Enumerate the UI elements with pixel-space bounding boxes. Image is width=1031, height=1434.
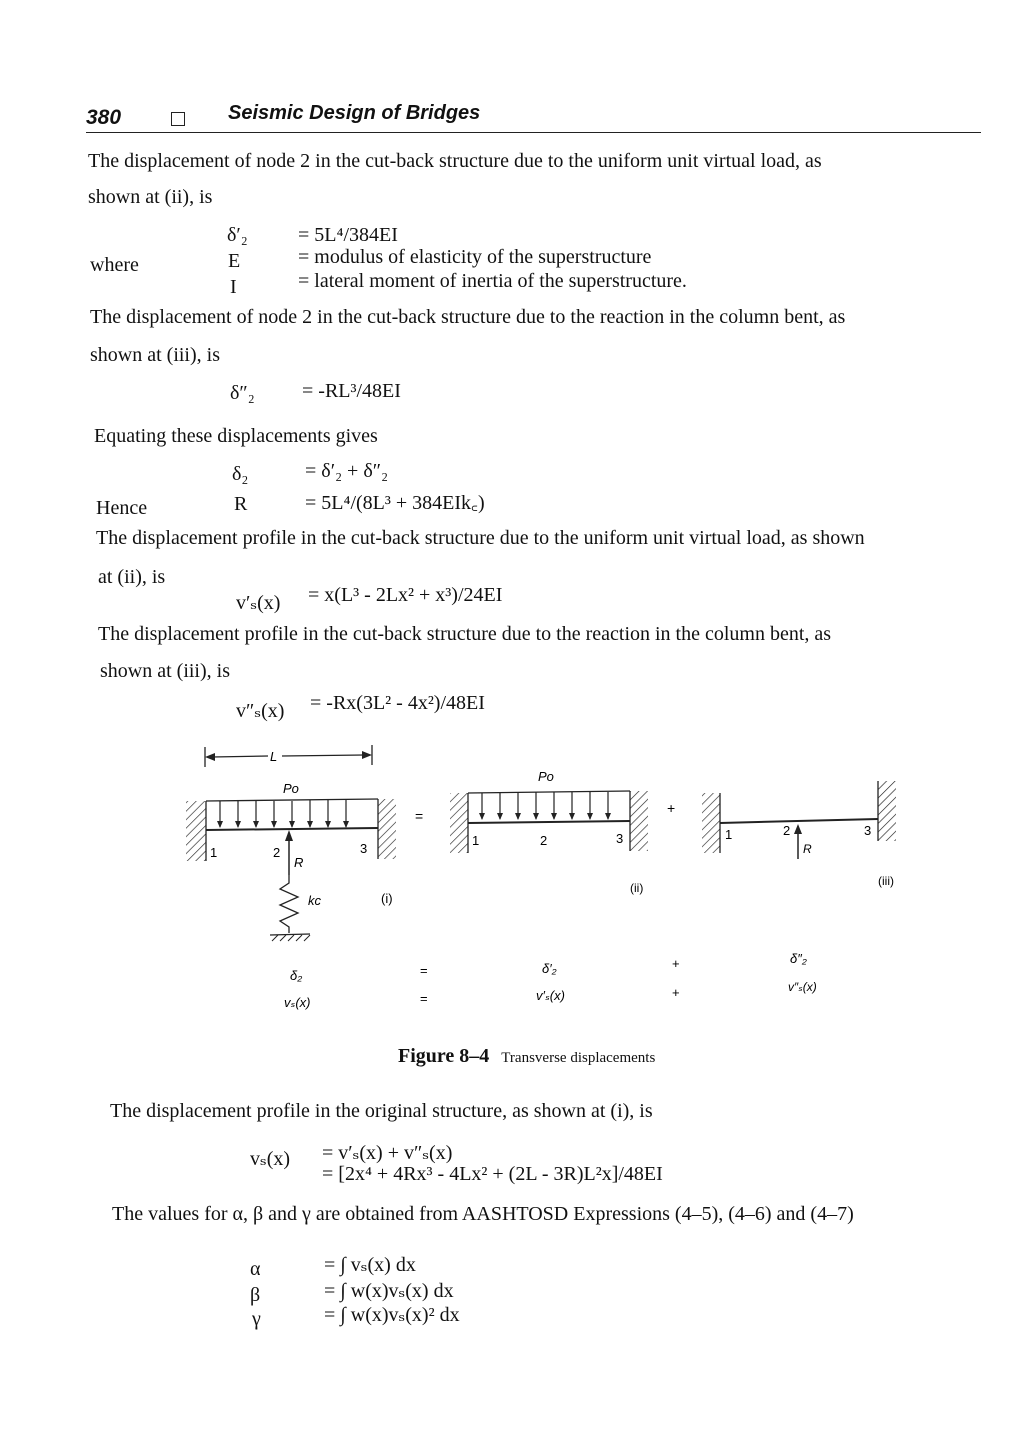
fig-vs: vₛ(x)	[284, 995, 311, 1010]
figure-caption	[398, 1045, 655, 1068]
figure-transverse-displacements	[160, 735, 920, 1035]
eq3-symbol-delta: δ₂	[232, 463, 249, 485]
fig-vs-prime: v′ₛ(x)	[536, 988, 565, 1003]
eq3-symbol-r: R	[234, 493, 248, 515]
para2-line1: The displacement of node 2 in the cut-back structure due to the reaction in the column bent, as	[90, 306, 846, 328]
eq1-symbol-e: E	[228, 250, 241, 272]
eq1-rhs: = 5L⁴/384EI	[298, 224, 398, 246]
eq4-symbol: v′ₛ(x)	[236, 592, 281, 614]
reaction-label-iii: R	[803, 842, 812, 856]
plus-sign-top: +	[667, 800, 676, 816]
equals-sign-top: =	[415, 808, 424, 824]
load-label-i: Po	[283, 781, 299, 796]
para5-line1: The displacement profile in the cut-back structure due to the reaction in the column bent, as	[98, 623, 832, 645]
para5-line2: shown at (iii), is	[100, 660, 230, 682]
hence-label: Hence	[96, 497, 148, 519]
fig-plus-row2: +	[672, 985, 680, 1000]
eq3-rhs: = δ′₂ + δ″₂	[305, 460, 389, 482]
eq7-symbol-alpha: α	[250, 1258, 261, 1280]
diagram-reaction-load	[702, 781, 896, 888]
eq6-rhs2: = [2x⁴ + 4Rx³ - 4Lx² + (2L - 3R)L²x]/48EI	[322, 1163, 663, 1185]
node-3-i: 3	[360, 841, 368, 856]
eq5-symbol: v″ₛ(x)	[236, 700, 285, 722]
node-1-iii: 1	[725, 827, 733, 842]
eq7-symbol-beta: β	[250, 1284, 261, 1306]
fig-equals-row2: =	[420, 991, 428, 1006]
figure-caption-text: Transverse displacements	[501, 1050, 656, 1066]
node-2-i: 2	[273, 845, 281, 860]
para1-line1: The displacement of node 2 in the cut-back structure due to the uniform unit virtual load, as	[88, 150, 822, 172]
fig-plus-row1: +	[672, 956, 680, 971]
fig-delta2-prime: δ′₂	[542, 961, 557, 976]
fig-equals-row1: =	[420, 963, 428, 978]
para2-line2: shown at (iii), is	[90, 344, 220, 366]
reaction-label-i: R	[294, 855, 304, 870]
span-label: L	[270, 749, 278, 764]
fig-delta2: δ₂	[290, 968, 303, 983]
diagram-unit-load	[450, 769, 675, 895]
eq3-r-formula: = 5L⁴/(8L³ + 384EIk꜀)	[305, 492, 485, 514]
node-3-ii: 3	[616, 831, 624, 846]
eq2-symbol: δ″₂	[230, 382, 255, 404]
fig-vs-double-prime: v″ₛ(x)	[788, 980, 817, 994]
page-number: 380	[86, 106, 122, 129]
para4-line1: The displacement profile in the cut-back structure due to the uniform unit virtual load, as shown	[96, 527, 865, 549]
eq7-symbol-gamma: γ	[252, 1308, 261, 1330]
eq6-rhs1: = v′ₛ(x) + v″ₛ(x)	[322, 1142, 453, 1164]
where-label: where	[90, 254, 139, 276]
para1-line2: shown at (ii), is	[88, 186, 213, 208]
para4-line2: at (ii), is	[98, 566, 166, 588]
eq6-symbol: vₛ(x)	[250, 1148, 291, 1170]
spring-label: kc	[308, 893, 321, 908]
running-header	[86, 100, 981, 133]
eq7-beta-formula: = ∫ w(x)vₛ(x) dx	[324, 1280, 454, 1302]
figure-caption-number: Figure 8–4	[398, 1045, 490, 1067]
eq2-rhs: = -RL³/48EI	[302, 380, 401, 402]
eq1-symbol-delta-prime: δ′₂	[227, 224, 248, 246]
tag-i: (i)	[381, 891, 393, 906]
square-bullet-icon	[171, 112, 185, 126]
para6-line1: The displacement profile in the original structure, as shown at (i), is	[110, 1100, 653, 1122]
figure-equation-rows	[284, 951, 817, 1010]
node-1-i: 1	[210, 845, 218, 860]
tag-iii: (iii)	[878, 874, 894, 888]
fig-delta2-double-prime: δ″₂	[790, 951, 807, 966]
node-2-iii: 2	[783, 823, 791, 838]
span-dimension	[205, 745, 372, 767]
eq4-rhs: = x(L³ - 2Lx² + x³)/24EI	[308, 584, 503, 606]
eq1-symbol-i: I	[230, 276, 237, 298]
eq5-rhs: = -Rx(3L² - 4x²)/48EI	[310, 692, 485, 714]
node-2-ii: 2	[540, 833, 548, 848]
diagram-original-structure	[186, 781, 423, 941]
tag-ii: (ii)	[630, 881, 644, 895]
eq1-i-definition: = lateral moment of inertia of the superstructure.	[298, 270, 687, 292]
eq7-gamma-formula: = ∫ w(x)vₛ(x)² dx	[324, 1304, 460, 1326]
book-title: Seismic Design of Bridges	[228, 102, 481, 124]
load-label-ii: Po	[538, 769, 554, 784]
node-1-ii: 1	[472, 833, 480, 848]
para3-line1: Equating these displacements gives	[94, 425, 378, 447]
eq1-e-definition: = modulus of elasticity of the superstructure	[298, 246, 652, 268]
eq7-alpha-formula: = ∫ vₛ(x) dx	[324, 1254, 416, 1276]
node-3-iii: 3	[864, 823, 872, 838]
para7-line1: The values for α, β and γ are obtained from AASHTOSD Expressions (4–5), (4–6) and (4–7)	[112, 1203, 854, 1225]
